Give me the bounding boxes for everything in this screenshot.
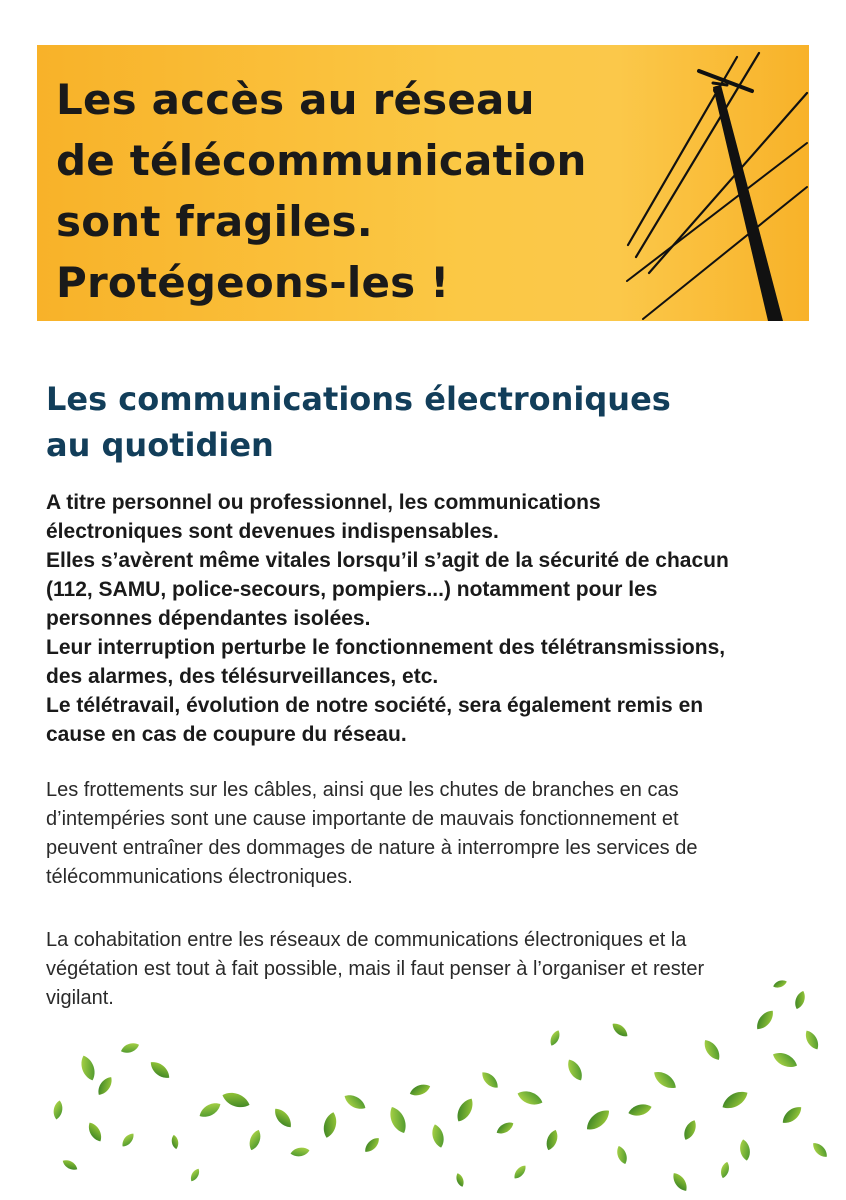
banner-title-line: Protégeons-les !	[56, 258, 450, 307]
text-line: vigilant.	[46, 987, 114, 1009]
text-line: d’intempéries sont une cause importante de mauvais fonctionnement et	[46, 808, 679, 830]
text-line: peuvent entraîner des dommages de nature à interrompre les services de	[46, 837, 698, 859]
banner-title-line: de télécommunication	[56, 136, 587, 185]
falling-leaves-decoration	[0, 960, 846, 1200]
section-title	[46, 376, 671, 468]
header-banner	[37, 45, 809, 321]
text-line: La cohabitation entre les réseaux de communications électroniques et la	[46, 929, 687, 951]
friction-paragraph	[46, 776, 816, 892]
telephone-pole-icon	[37, 45, 809, 321]
section-title-line: Les communications électroniques	[46, 380, 671, 418]
text-line: cause en cas de coupure du réseau.	[46, 723, 407, 746]
text-line: Les frottements sur les câbles, ainsi que les chutes de branches en cas	[46, 779, 679, 801]
intro-paragraph	[46, 488, 816, 749]
text-line: télécommunications électroniques.	[46, 866, 353, 888]
text-line: Elles s’avèrent même vitales lorsqu’il s’agit de la sécurité de chacun	[46, 549, 729, 572]
text-line: personnes dépendantes isolées.	[46, 607, 371, 630]
text-line: (112, SAMU, police-secours, pompiers...) notamment pour les	[46, 578, 658, 601]
leaf-cluster	[52, 979, 830, 1194]
banner-title-line: sont fragiles.	[56, 197, 373, 246]
text-line: Le télétravail, évolution de notre société, sera également remis en	[46, 694, 704, 717]
text-line: Leur interruption perturbe le fonctionnement des télétransmissions,	[46, 636, 726, 659]
text-line: des alarmes, des télésurveillances, etc.	[46, 665, 439, 688]
section-title-line: au quotidien	[46, 426, 274, 464]
text-line: électroniques sont devenues indispensables.	[46, 520, 499, 543]
text-line: A titre personnel ou professionnel, les communications	[46, 491, 601, 514]
text-line: végétation est tout à fait possible, mais il faut penser à l’organiser et rester	[46, 958, 705, 980]
banner-title-line: Les accès au réseau	[56, 75, 535, 124]
